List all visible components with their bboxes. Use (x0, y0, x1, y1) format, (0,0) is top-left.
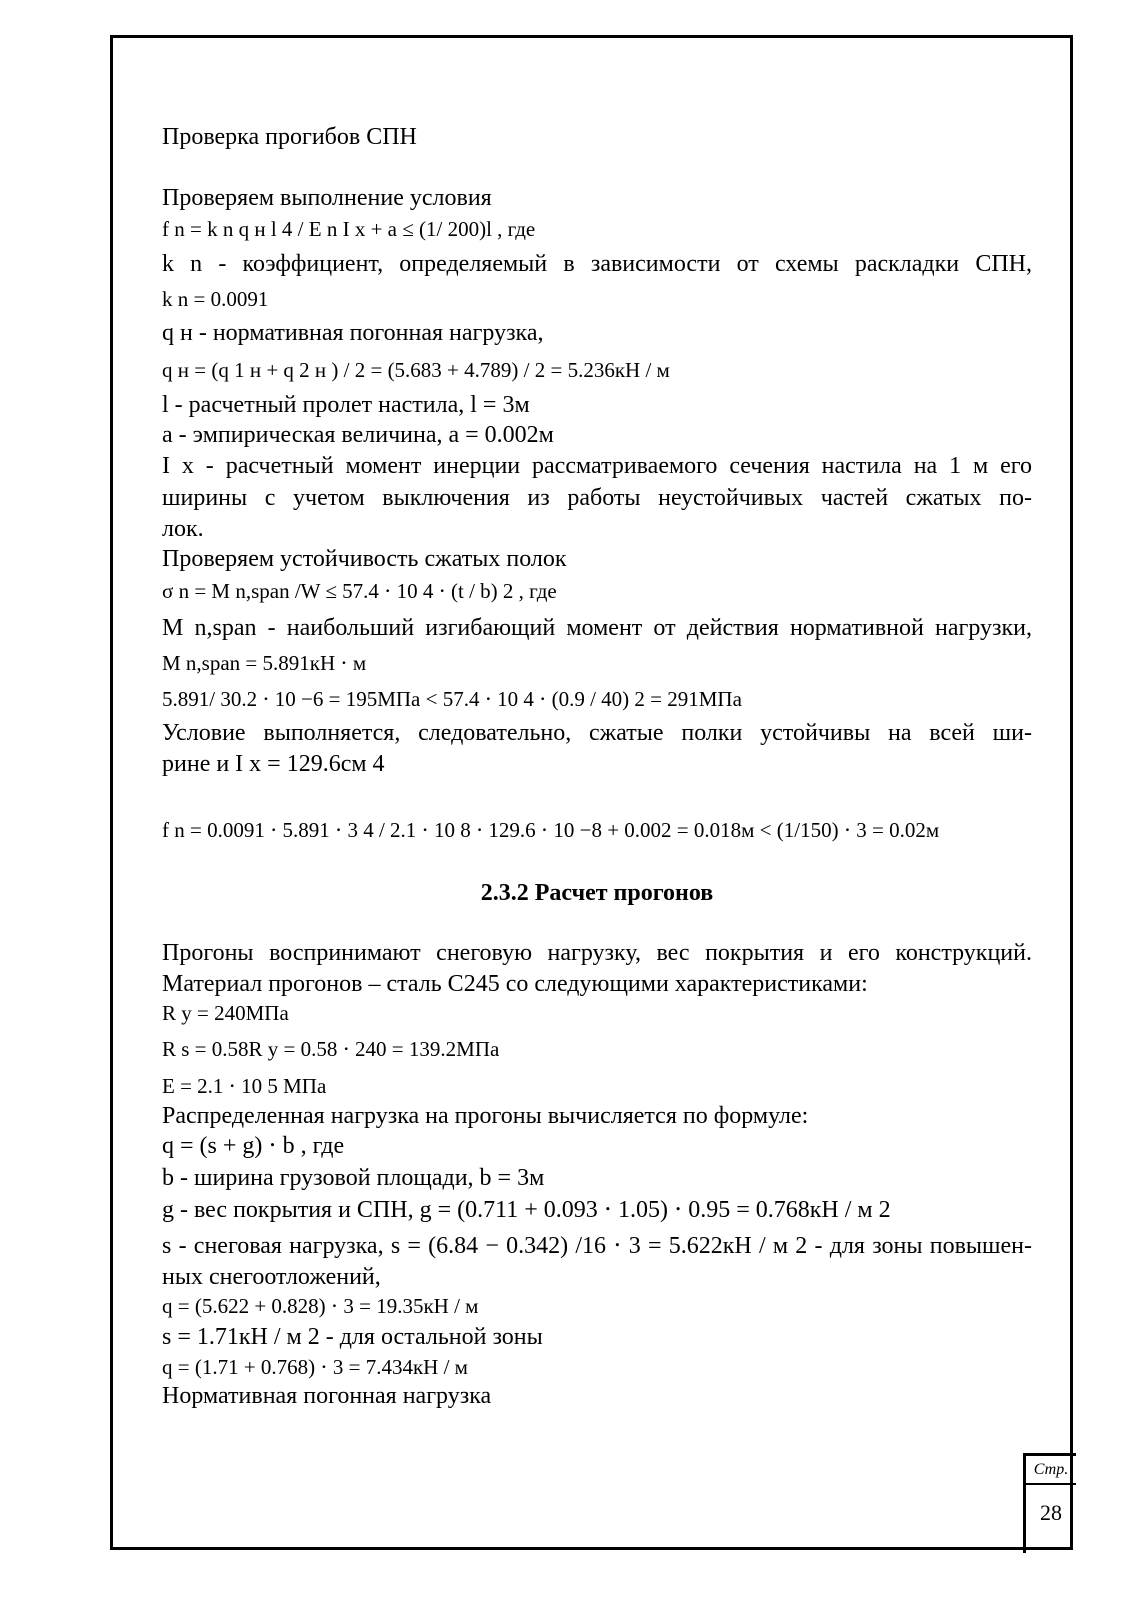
page-label: Стр. (1026, 1456, 1076, 1485)
paragraph: лок. (162, 516, 204, 542)
paragraph: ширины с учетом выключения из работы неустойчивых частей сжатых по- (162, 485, 1032, 511)
formula: R s = 0.58R y = 0.58 ⋅ 240 = 139.2МПа (162, 1037, 500, 1061)
formula: k n = 0.0091 (162, 287, 269, 311)
formula: f n = 0.0091 ⋅ 5.891 ⋅ 3 4 / 2.1 ⋅ 10 8 ⋅ 129.6 ⋅ 10 −8 + 0.002 = 0.018м < (1/150) ⋅ 3 = 0.02м (162, 818, 940, 842)
paragraph: рине и I x = 129.6см 4 (162, 751, 385, 777)
paragraph: Прогоны воспринимают снеговую нагрузку, вес покрытия и его конструкций. (162, 940, 1032, 966)
paragraph: I x - расчетный момент инерции рассматриваемого сечения настила на 1 м его (162, 453, 1032, 479)
formula: q н = (q 1 н + q 2 н ) / 2 = (5.683 + 4.789) / 2 = 5.236кН / м (162, 358, 670, 382)
paragraph: g - вес покрытия и СПН, g = (0.711 + 0.093 ⋅ 1.05) ⋅ 0.95 = 0.768кН / м 2 (162, 1197, 891, 1223)
paragraph: Материал прогонов – сталь С245 со следующими характеристиками: (162, 971, 868, 997)
paragraph: q = (s + g) ⋅ b , где (162, 1133, 345, 1159)
page-number: 28 (1040, 1500, 1062, 1525)
formula: R y = 240МПа (162, 1001, 289, 1025)
formula: M n,span = 5.891кН ⋅ м (162, 651, 367, 675)
section-heading: 2.3.2 Расчет прогонов (480, 880, 714, 906)
formula: σ n = M n,span /W ≤ 57.4 ⋅ 10 4 ⋅ (t / b) 2 , где (162, 579, 557, 603)
paragraph: Проверка прогибов СПН (162, 124, 417, 150)
formula: 5.891/ 30.2 ⋅ 10 −6 = 195МПа < 57.4 ⋅ 10 4 ⋅ (0.9 / 40) 2 = 291МПа (162, 687, 742, 711)
paragraph: Условие выполняется, следовательно, сжатые полки устойчивы на всей ши- (162, 720, 1032, 746)
page-number-box (1023, 1453, 1076, 1553)
paragraph: M n,span - наибольший изгибающий момент от действия нормативной нагрузки, (162, 615, 1032, 641)
paragraph: q н - нормативная погонная нагрузка, (162, 320, 544, 346)
paragraph: Распределенная нагрузка на прогоны вычисляется по формуле: (162, 1103, 809, 1129)
paragraph: b - ширина грузовой площади, b = 3м (162, 1165, 545, 1191)
formula: E = 2.1 ⋅ 10 5 МПа (162, 1074, 327, 1098)
paragraph: k n - коэффициент, определяемый в зависимости от схемы раскладки СПН, (162, 251, 1032, 277)
formula: q = (1.71 + 0.768) ⋅ 3 = 7.434кН / м (162, 1355, 468, 1379)
paragraph: l - расчетный пролет настила, l = 3м (162, 392, 530, 418)
paragraph: ных снегоотложений, (162, 1264, 381, 1290)
paragraph: s - снеговая нагрузка, s = (6.84 − 0.342) /16 ⋅ 3 = 5.622кН / м 2 - для зоны повышен- (162, 1233, 1032, 1259)
paragraph: Проверяем выполнение условия (162, 185, 492, 211)
formula: f n = k n q н l 4 / E n I x + a ≤ (1/ 200)l , где (162, 217, 536, 241)
paragraph: a - эмпирическая величина, a = 0.002м (162, 422, 554, 448)
paragraph: s = 1.71кН / м 2 - для остальной зоны (162, 1324, 543, 1350)
paragraph: Нормативная погонная нагрузка (162, 1383, 492, 1409)
formula: q = (5.622 + 0.828) ⋅ 3 = 19.35кН / м (162, 1294, 479, 1318)
paragraph: Проверяем устойчивость сжатых полок (162, 546, 567, 572)
